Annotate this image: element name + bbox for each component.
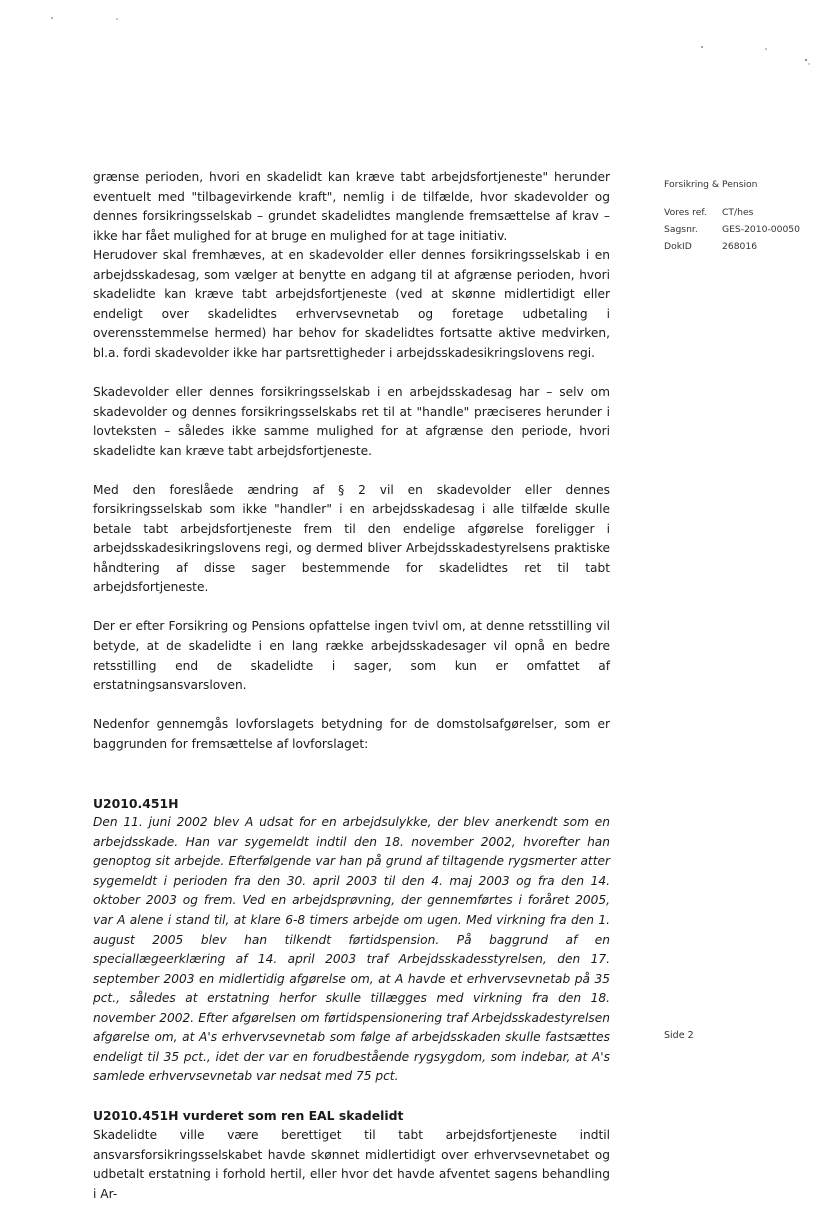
paragraph: Herudover skal fremhæves, at en skadevolder eller dennes forsikringsselskab i en arbejdsskadesag, som vælger at benytte en adgang til at afgrænse perioden, hvori skadelidte kan kræve tabt arbejdsfortjeneste (ved at skønne midlertidigt eller endeligt over skadelidtes erhvervsevnetab og foretage udbetaling i overensstemmelse hermed) har behov for skadelidtes fortsatte aktive medvirken, bl.a. fordi skadevolder ikke har partsrettigheder i arbejdsskadesikringslovens regi. — [93, 248, 610, 360]
meta-value: CT/hes — [722, 207, 754, 218]
paragraph: Nedenfor gennemgås lovforslagets betydning for de domstolsafgørelser, som er baggrunden for fremsættelse af lovforslaget: — [93, 717, 610, 751]
letter-body — [93, 168, 610, 1224]
section-heading: U2010.451H — [93, 795, 179, 811]
paragraph: Der er efter Forsikring og Pensions opfattelse ingen tvivl om, at denne retsstilling vil betyde, at de skadelidte i en lang række arbejdsskadesager vil opnå en bedre retsstilling end de skadelidte i sager, som kun er omfattet af erstatningsansvarsloven. — [93, 619, 610, 693]
meta-label: Vores ref. — [664, 207, 707, 218]
sender-org: Forsikring & Pension — [664, 179, 758, 190]
meta-row — [664, 238, 814, 255]
case-summary: Den 11. juni 2002 blev A udsat for en arbejdsulykke, der blev anerkendt som en arbejdsskade. Han var sygemeldt indtil den 18. november 2002, hvorefter han genoptog sit arbejde. Efterfølgende var han på grund af tiltagende rygsmerter atter sygemeldt i perioden fra den 30. april 2003 til den 4. maj 2003 og fra den 14. oktober 2003 og frem. Ved en arbejdsprøvning, der gennemførtes i foråret 2005, var A alene i stand til, at klare 6-8 timers arbejde om ugen. Med virkning fra den 1. august 2005 blev han tilkendt førtidspension. På baggrund af en speciallægeerklæring af 14. april 2003 traf Arbejdsskadesstyrelsen, den 17. september 2003 en midlertidig afgørelse om, at A havde et erhvervsevnetab på 35 pct., således at erstatning herfor skulle tillægges med virkning fra den 18. november 2002. Efter afgørelsen om førtidspensionering traf Arbejdsskadestyrelsen afgørelse om, at A's erhvervsevnetab som følge af arbejdsskaden skulle fastsættes endeligt til 35 pct., idet der var en forudbestående rygsygdom, som indebar, at A's samlede erhvervsevnetab var nedsat med 75 pct. — [93, 815, 610, 1084]
meta-row — [664, 204, 814, 221]
paragraph: Med den foreslåede ændring af § 2 vil en skadevolder eller dennes forsikringsselskab som ikke "handler" i en arbejdsskadesag i alle tilfælde skulle betale tabt arbejdsfortjeneste frem til den endelige afgørelse foreligger i arbejdsskadesikringslovens regi, og dermed bliver Arbejdsskadestyrelsens praktiske håndtering af disse sager bestemmende for skadelidtes ret til tabt arbejdsfortjeneste. — [93, 482, 610, 595]
paragraph: grænse perioden, hvori en skadelidt kan kræve tabt arbejdsfortjeneste" herunder eventuelt med "tilbagevirkende kraft", nemlig i de tilfælde, hvor skadevolder og dennes forsikringsselskab – grundet skadelidtes manglende fremsættelse af krav – ikke har fået mulighed for at bruge en mulighed for at tage initiativ. — [93, 170, 610, 243]
page-number: Side 2 — [664, 1030, 694, 1041]
meta-label: DokID — [664, 241, 692, 252]
meta-value: GES-2010-00050 — [722, 224, 800, 235]
letter-sidebar — [664, 176, 814, 255]
meta-row — [664, 221, 814, 238]
paragraph: Skadevolder eller dennes forsikringsselskab i en arbejdsskadesag har – selv om skadevolder og dennes forsikringsselskabs ret til at "handle" præciseres herunder i lovteksten – således ikke samme mulighed for at afgrænse den periode, hvori skadelidte kan kræve tabt arbejdsfortjeneste. — [93, 384, 610, 458]
section-heading: U2010.451H vurderet som ren EAL skadelidt — [93, 1108, 404, 1124]
meta-value: 268016 — [722, 241, 758, 252]
meta-label: Sagsnr. — [664, 224, 698, 235]
paragraph: Skadelidte ville være berettiget til tabt arbejdsfortjeneste indtil ansvarsforsikringsselskabet havde skønnet midlertidigt over erhvervsevnetabet og udbetalt erstatning i forhold hertil, eller hvor det havde afventet sagens behandling i Ar- — [93, 1127, 610, 1201]
scan-specks — [0, 0, 826, 120]
